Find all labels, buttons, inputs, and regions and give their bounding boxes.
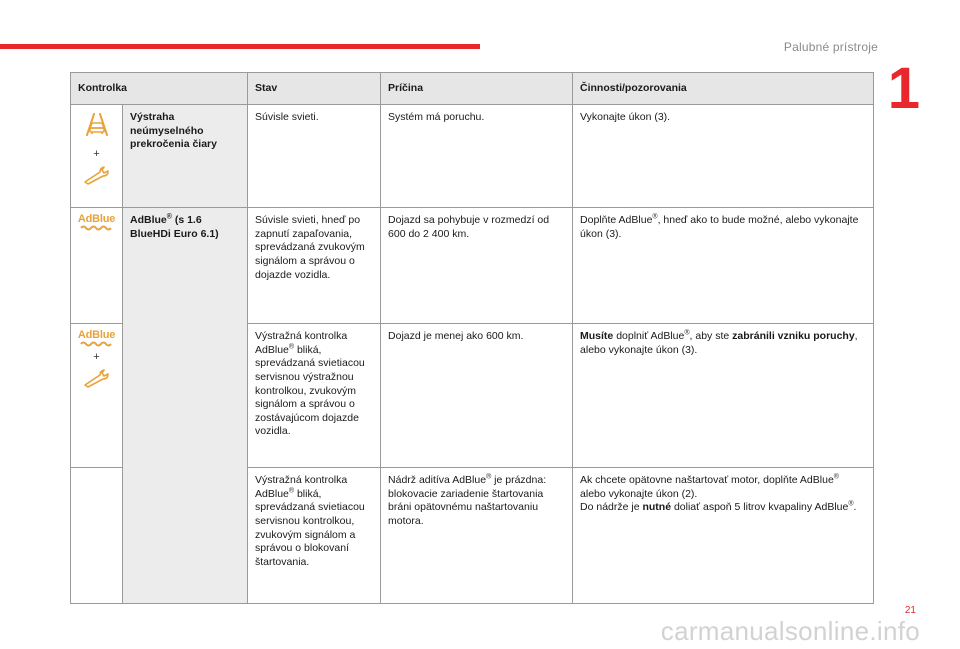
registered-mark: ® (833, 473, 839, 481)
cause-text (381, 468, 573, 604)
column-header-indicator: Kontrolka (71, 73, 248, 105)
action-emphasis: zabránili vzniku poruchy (732, 330, 855, 342)
registered-mark: ® (166, 213, 172, 221)
icon-cell (71, 105, 123, 208)
state-text (248, 324, 381, 468)
plus-sign: + (93, 351, 100, 363)
state-text-part: Výstražná kontrolka AdBlue (255, 330, 348, 356)
registered-mark: ® (684, 329, 690, 337)
state-text: Súvisle svieti. (248, 105, 381, 208)
indicator-table (70, 72, 874, 604)
column-header-cause: Príčina (381, 73, 573, 105)
cause-text-part: je prázdna: blokovacie zariadenie štartovania bráni opätovnému naštartovaniu motora. (388, 474, 547, 527)
cause-text: Systém má poruchu. (381, 105, 573, 208)
adblue-icon-label: AdBlue (77, 329, 116, 341)
adblue-icon (78, 214, 115, 231)
registered-mark: ® (652, 213, 658, 221)
table-row (71, 105, 874, 208)
action-text: Vykonajte úkon (3). (573, 105, 874, 208)
watermark: carmanualsonline.info (660, 616, 920, 646)
wrench-icon (82, 368, 112, 393)
action-text-part: . (853, 501, 857, 514)
action-text (573, 468, 874, 604)
state-text-part: bliká, sprevádzaná svietiacou servisnou kontrolkou, zvukovým signálom a správou o blokovaní štartovania. (255, 487, 365, 568)
action-text-part: , alebo vykonajte úkon (3). (580, 330, 858, 356)
cause-text: Dojazd sa pohybuje v rozmedzí od 600 do 2 400 km. (381, 208, 573, 324)
column-header-state: Stav (248, 73, 381, 105)
registered-mark: ® (288, 343, 295, 351)
icon-cell (71, 208, 123, 324)
table-row (71, 208, 874, 324)
action-text (573, 208, 874, 324)
registered-mark: ® (848, 500, 854, 508)
action-text-part: alebo vykonajte úkon (2). (580, 487, 698, 500)
column-header-actions: Činnosti/pozorovania (573, 73, 874, 105)
plus-sign: + (93, 147, 100, 160)
action-text-part: Do nádrže je (580, 501, 643, 514)
adblue-icon (78, 330, 115, 347)
action-text-part: , aby ste (689, 330, 733, 342)
cause-text-part: Nádrž aditíva AdBlue (388, 474, 487, 486)
wrench-icon (82, 165, 112, 190)
state-text: Súvisle svieti, hneď po zapnutí zapaľovania, sprevádzaná zvukovým signálom a správou o dojazde vozidla. (248, 208, 381, 324)
state-text (248, 468, 381, 604)
page-number: 21 (904, 605, 916, 616)
action-text-part: doplniť AdBlue (613, 330, 685, 342)
warning-car-icon (81, 111, 113, 144)
adblue-icon-label: AdBlue (77, 213, 116, 225)
action-emphasis: Musíte (580, 330, 614, 342)
chapter-number: 1 (887, 56, 920, 121)
action-text-part: Doplňte AdBlue (580, 214, 653, 226)
action-text (573, 324, 874, 468)
icon-cell (71, 324, 123, 468)
table-header-row (71, 73, 874, 105)
registered-mark: ® (486, 473, 492, 481)
icon-cell-empty (71, 468, 123, 604)
indicator-name-detail: (s 1.6 BlueHDi Euro 6.1) (130, 214, 219, 240)
indicator-name: Výstraha neúmyselného prekročenia čiary (123, 105, 248, 208)
indicator-name-main: AdBlue (130, 214, 167, 226)
state-text-part: bliká, sprevádzaná svietiacou servisnou výstražnou kontrolkou, zvukovým signálom a správou o zostávajúcom dojazde vozidla. (255, 343, 365, 438)
header-red-bar (0, 44, 480, 49)
action-text-part: doliať aspoň 5 litrov kvapaliny AdBlue (671, 501, 849, 514)
section-title: Palubné prístroje (783, 40, 878, 54)
cause-text: Dojazd je menej ako 600 km. (381, 324, 573, 468)
action-text-part: Ak chcete opätovne naštartovať motor, doplňte AdBlue (580, 474, 834, 486)
indicator-name (123, 208, 248, 604)
action-text-part: , hneď ako to bude možné, alebo vykonajte úkon (3). (580, 214, 859, 240)
action-emphasis: nutné (642, 501, 672, 514)
registered-mark: ® (288, 487, 295, 495)
state-text-part: Výstražná kontrolka AdBlue (255, 474, 348, 500)
